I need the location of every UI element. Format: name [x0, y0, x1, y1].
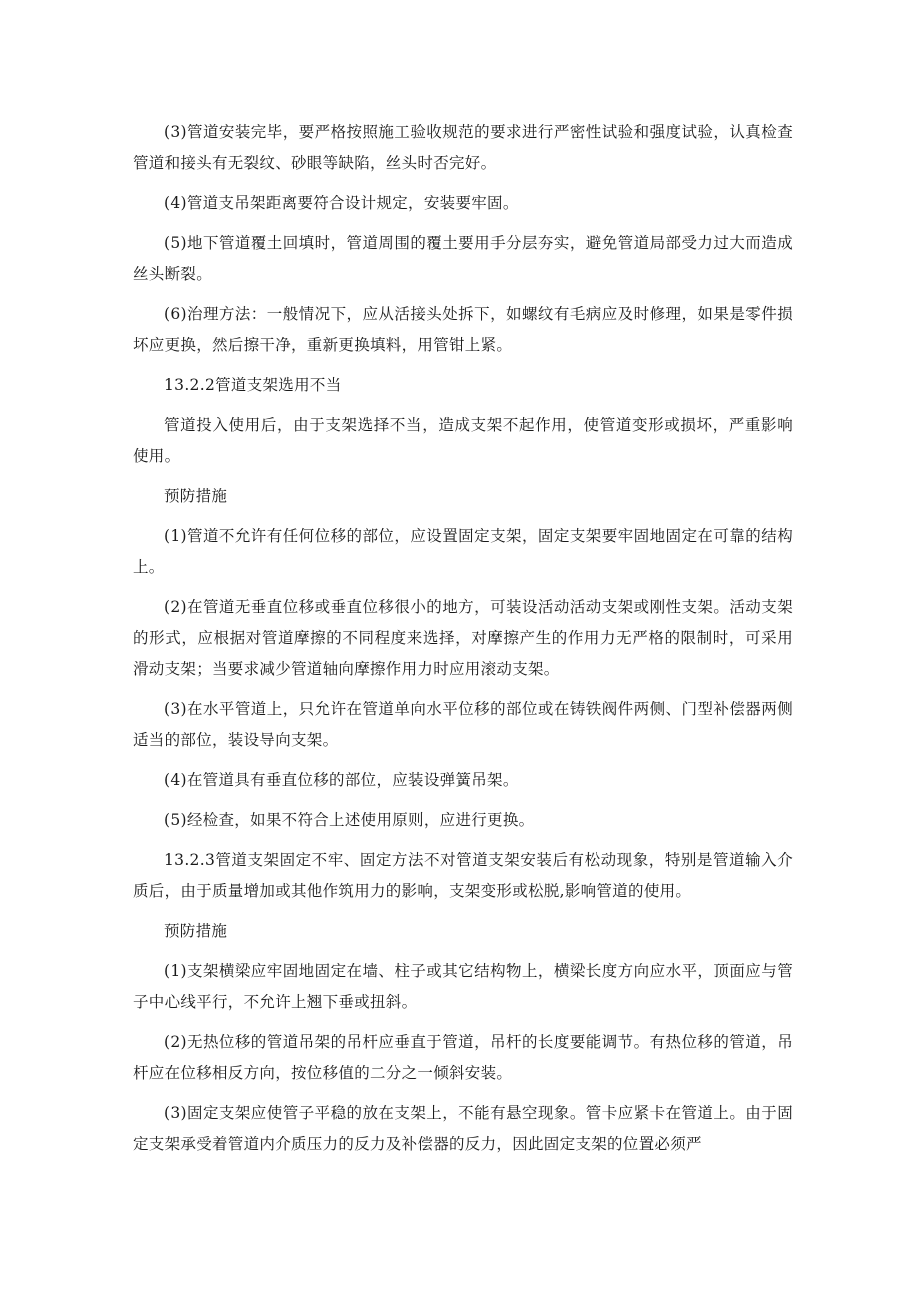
subheading-prevention-2: 预防措施 [164, 922, 228, 940]
section-heading-13-2-3: 13.2.3管道支架固定不牢、固定方法不对管道支架安装后有松动现象，特别是管道输入介质后，由于质量增加或其他作筑用力的影响，支架变形或松脱,影响管道的使用。 [133, 851, 793, 900]
paragraph-fixed-support-stable: (3)固定支架应使管子平稳的放在支架上，不能有悬空现象。管卡应紧卡在管道上。由于固定支架承受着管道内介质压力的反力及补偿器的反力，因此固定支架的位置必须严 [133, 1104, 793, 1153]
paragraph-problem-description: 管道投入使用后，由于支架选择不当，造成支架不起作用，使管道变形或损坏，严重影响使用。 [133, 416, 793, 465]
paragraph-replace: (5)经检查，如果不符合上述使用原则，应进行更换。 [164, 811, 535, 829]
section-heading-13-2-2: 13.2.2管道支架选用不当 [164, 376, 342, 394]
paragraph-item-5-backfill: (5)地下管道覆土回填时，管道周围的覆土要用手分层夯实，避免管道局部受力过大而造成丝头断裂。 [133, 234, 793, 283]
paragraph-fixed-support: (1)管道不允许有任何位移的部位，应设置固定支架，固定支架要牢固地固定在可靠的结构上。 [133, 527, 793, 576]
paragraph-item-3-pressure-test: (3)管道安装完毕，要严格按照施工验收规范的要求进行严密性试验和强度试验，认真检查管道和接头有无裂纹、砂眼等缺陷，丝头时否完好。 [133, 123, 793, 172]
subheading-prevention-1: 预防措施 [164, 487, 228, 505]
paragraph-item-6-treatment: (6)治理方法：一般情况下，应从活接头处拆下，如螺纹有毛病应及时修理，如果是零件损坏应更换，然后擦干净，重新更换填料，用管钳上紧。 [133, 305, 793, 354]
paragraph-item-4-support-spacing: (4)管道支吊架距离要符合设计规定，安装要牢固。 [164, 194, 519, 212]
paragraph-guide-support: (3)在水平管道上，只允许在管道单向水平位移的部位或在铸铁阀件两侧、门型补偿器两侧适当的部位，装设导向支架。 [133, 700, 793, 749]
paragraph-crossbeam: (1)支架横梁应牢固地固定在墙、柱子或其它结构物上，横梁长度方向应水平，顶面应与管子中心线平行，不允许上翘下垂或扭斜。 [133, 962, 793, 1011]
paragraph-hanger-rod: (2)无热位移的管道吊架的吊杆应垂直于管道，吊杆的长度要能调节。有热位移的管道，吊杆应在位移相反方向，按位移值的二分之一倾斜安装。 [133, 1033, 793, 1082]
document-body [133, 117, 793, 1169]
paragraph-spring-hanger: (4)在管道具有垂直位移的部位，应装设弹簧吊架。 [164, 771, 519, 789]
paragraph-movable-support: (2)在管道无垂直位移或垂直位移很小的地方，可装设活动活动支架或刚性支架。活动支架的形式，应根据对管道摩擦的不同程度来选择，对摩擦产生的作用力无严格的限制时，可采用滑动支架；当要求减少管道轴向摩擦作用力时应用滚动支架。 [133, 598, 793, 678]
